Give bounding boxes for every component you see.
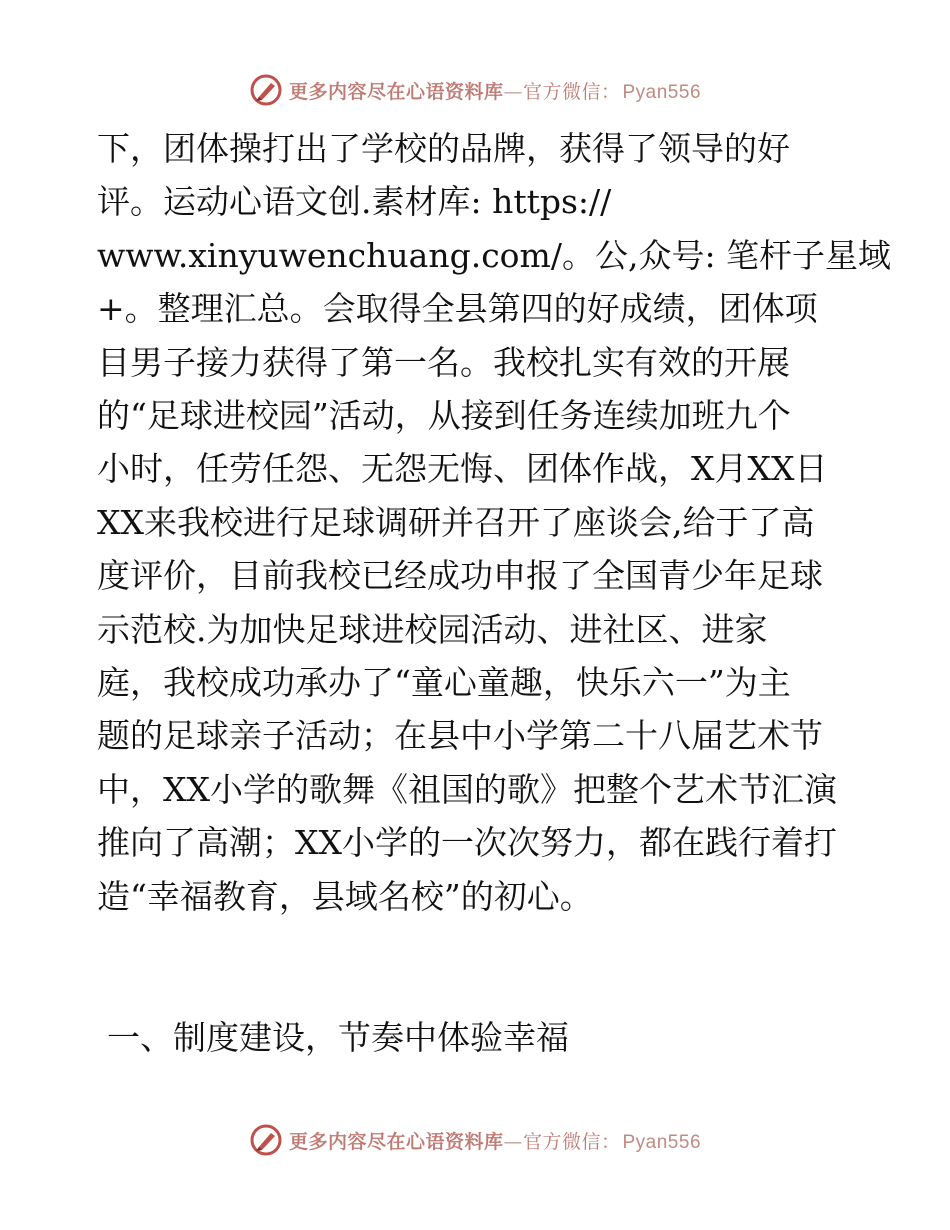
text-line: XX来我校进行足球调研并召开了座谈会,给于了高: [97, 502, 815, 542]
pen-logo-icon: [249, 73, 283, 107]
paragraph: [97, 122, 892, 923]
text-line: 造“幸福教育，县域名校”的初心。: [97, 876, 593, 916]
watermark-text: [289, 1127, 701, 1154]
text-line: 下，团体操打出了学校的品牌，获得了领导的好: [97, 129, 790, 168]
text-line: 的“足球进校园”活动，从接到任务连续加班九个: [97, 396, 791, 436]
text-line: 中，XX小学的歌舞《祖国的歌》把整个艺术节汇演: [97, 769, 837, 809]
document-body: [97, 122, 892, 923]
text-line: 小时，任劳任怨、无怨无悔、团体作战，X月XX日: [97, 449, 828, 489]
watermark-sub: 官方微信：: [522, 1130, 621, 1153]
watermark-dash: —: [503, 80, 523, 103]
watermark-dash: —: [503, 1130, 523, 1153]
text-line: 目男子接力获得了第一名。我校扎实有效的开展: [97, 342, 790, 382]
section-heading: 一、制度建设，节奏中体验幸福: [107, 1018, 569, 1057]
watermark-main: 更多内容尽在心语资料库: [288, 80, 504, 103]
text-line: 推向了高潮；XX小学的一次次努力，都在践行着打: [97, 823, 837, 863]
text-line: +。整理汇总。会取得全县第四的好成绩，团体项: [97, 289, 818, 329]
text-line: 庭，我校成功承办了“童心童趣，快乐六一”为主: [97, 663, 791, 703]
watermark-id: Pyan556: [622, 1131, 702, 1153]
watermark-sub: 官方微信：: [522, 80, 621, 103]
text-line: 示范校.为加快足球进校园活动、进社区、进家: [97, 609, 768, 649]
text-line: www.xinyuwenchuang.com/。公,众号: 笔杆子星域: [97, 235, 892, 275]
watermark-header: [0, 70, 950, 110]
watermark-main: 更多内容尽在心语资料库: [288, 1130, 504, 1153]
watermark-footer: [0, 1120, 950, 1160]
pen-logo-icon: [249, 1123, 283, 1157]
text-line: 评。运动心语文创.素材库: https://: [97, 182, 612, 222]
text-line: 题的足球亲子活动；在县中小学第二十八届艺术节: [97, 716, 823, 756]
watermark-text: [289, 77, 701, 104]
watermark-id: Pyan556: [622, 81, 702, 103]
text-line: 度评价，目前我校已经成功申报了全国青少年足球: [97, 556, 823, 596]
